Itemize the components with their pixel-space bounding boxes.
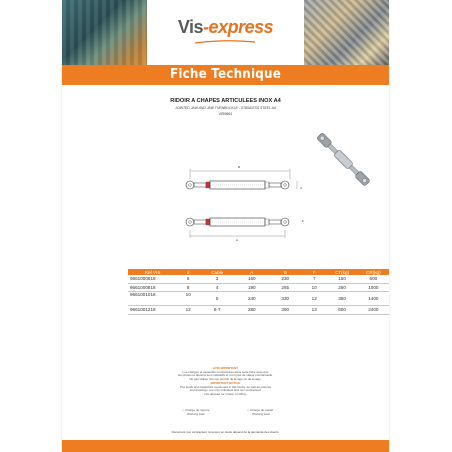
product-title: RIDOIR A CHAPES ARTICULEES INOX A4	[170, 98, 281, 104]
cr-icon: ◇	[247, 408, 250, 412]
notice-fr-line1: Les charges et capacités mentionnées dans cette fiche ainsi que	[182, 369, 269, 374]
table-row	[128, 283, 389, 292]
legend-cr-line2: Working load	[252, 412, 270, 416]
table-row	[128, 275, 389, 283]
cell-ct: 150	[326, 275, 357, 283]
cell-ref: 9661001018	[128, 292, 177, 306]
cell-ct: 250	[326, 283, 357, 292]
col-f: F	[302, 269, 327, 275]
col-b: B	[269, 269, 302, 275]
cell-cable: 4	[199, 283, 235, 292]
cell-ct: 350	[326, 292, 357, 306]
cell-d: 10	[177, 292, 199, 306]
cell-f: 10	[302, 283, 327, 292]
cell-f: 13	[302, 306, 327, 315]
cell-cable: 3	[199, 275, 235, 283]
cell-ref: 9661001218	[128, 306, 177, 315]
cell-f: 12	[302, 292, 327, 306]
cell-d: 8	[177, 283, 199, 292]
table-row	[128, 292, 389, 306]
notice-fr-heading: AVIS IMPORTANT	[212, 366, 239, 370]
notice-en-heading: IMPORTANT NOTICE	[210, 381, 241, 385]
logo-express: -express	[203, 17, 274, 37]
cell-f: 7	[302, 275, 327, 283]
cell-cr: 2400	[358, 306, 389, 315]
banner-title: Fiche Technique	[169, 67, 282, 82]
col-cr: CR(kg)	[358, 269, 389, 275]
cell-ref: 9661000818	[128, 283, 177, 292]
turnbuckle-drawing-side	[180, 165, 300, 205]
legend-cr-line1: Charge de travail	[250, 408, 274, 412]
cell-cr: 600	[358, 275, 389, 283]
header	[62, 0, 389, 65]
logo-vis: Vis	[177, 17, 204, 37]
col-a: A	[235, 269, 268, 275]
cell-a: 190	[235, 283, 268, 292]
dim-label-f: F	[302, 219, 304, 223]
cell-cable: 5	[199, 292, 235, 306]
legend-ct	[182, 408, 210, 416]
logo	[147, 0, 304, 65]
notice-fr-line3: Ne pas utiliser comme produit de levage ou de levage.	[189, 376, 262, 381]
cell-a: 280	[235, 306, 268, 315]
cell-cable: 6-7	[199, 306, 235, 315]
spec-table	[128, 269, 389, 315]
turnbuckle-drawing-top	[180, 210, 300, 250]
notice-en-line1: The loads and capacities mentioned in this family, as well as pictures	[179, 384, 272, 389]
screws-photo	[304, 0, 389, 65]
cell-a: 240	[235, 292, 268, 306]
col-ct: CT(kg)	[326, 269, 357, 275]
datasheet-page	[62, 0, 389, 452]
product-subtitle: JOINTED JAW AND JAW TURNBUCKLE - STAINLESS STEEL A4	[175, 106, 276, 110]
dim-label-a: A	[236, 238, 239, 242]
cell-b: 265	[269, 283, 302, 292]
cell-ref: 9661000618	[128, 275, 177, 283]
legend-ct-line1: Charge de rupture	[185, 408, 210, 412]
dim-label-d: d	[300, 186, 302, 190]
cell-cr: 1400	[358, 292, 389, 306]
legend-ct-line2: Working load	[187, 412, 205, 416]
col-ref: Ref VIS	[128, 269, 177, 275]
ct-icon: ◇	[182, 408, 185, 412]
banner	[62, 65, 389, 85]
turnbuckle-photo	[312, 128, 372, 188]
notice-en-line3: Not allowed for motion or lifting.	[204, 391, 247, 396]
tools-photo	[62, 0, 147, 65]
cell-ct: 600	[326, 306, 357, 315]
cell-d: 6	[177, 275, 199, 283]
footer-text: Document non contractuel, la teneur en stock dépend de la demande des clients.	[171, 430, 280, 434]
cell-cr: 1000	[358, 283, 389, 292]
notice-block	[62, 367, 389, 396]
dim-label-b: B	[238, 165, 241, 169]
cell-a: 160	[235, 275, 268, 283]
cell-b: 390	[269, 306, 302, 315]
notice-fr-line2: les photos et dessins sont indicatifs et n'ont pas de valeur contractuelle.	[177, 373, 274, 377]
table-row	[128, 306, 389, 315]
cell-b: 230	[269, 275, 302, 283]
cell-d: 12	[177, 306, 199, 315]
legend-cr	[247, 408, 273, 416]
col-d: d	[177, 269, 199, 275]
product-code: VIS9661	[218, 112, 233, 116]
logo-swoosh	[195, 40, 255, 44]
col-cable: Cable	[199, 269, 235, 275]
footer-bar	[62, 440, 389, 452]
cell-b: 330	[269, 292, 302, 306]
notice-en-line2: and drawings, are only indicative and non-contractual.	[189, 388, 262, 392]
